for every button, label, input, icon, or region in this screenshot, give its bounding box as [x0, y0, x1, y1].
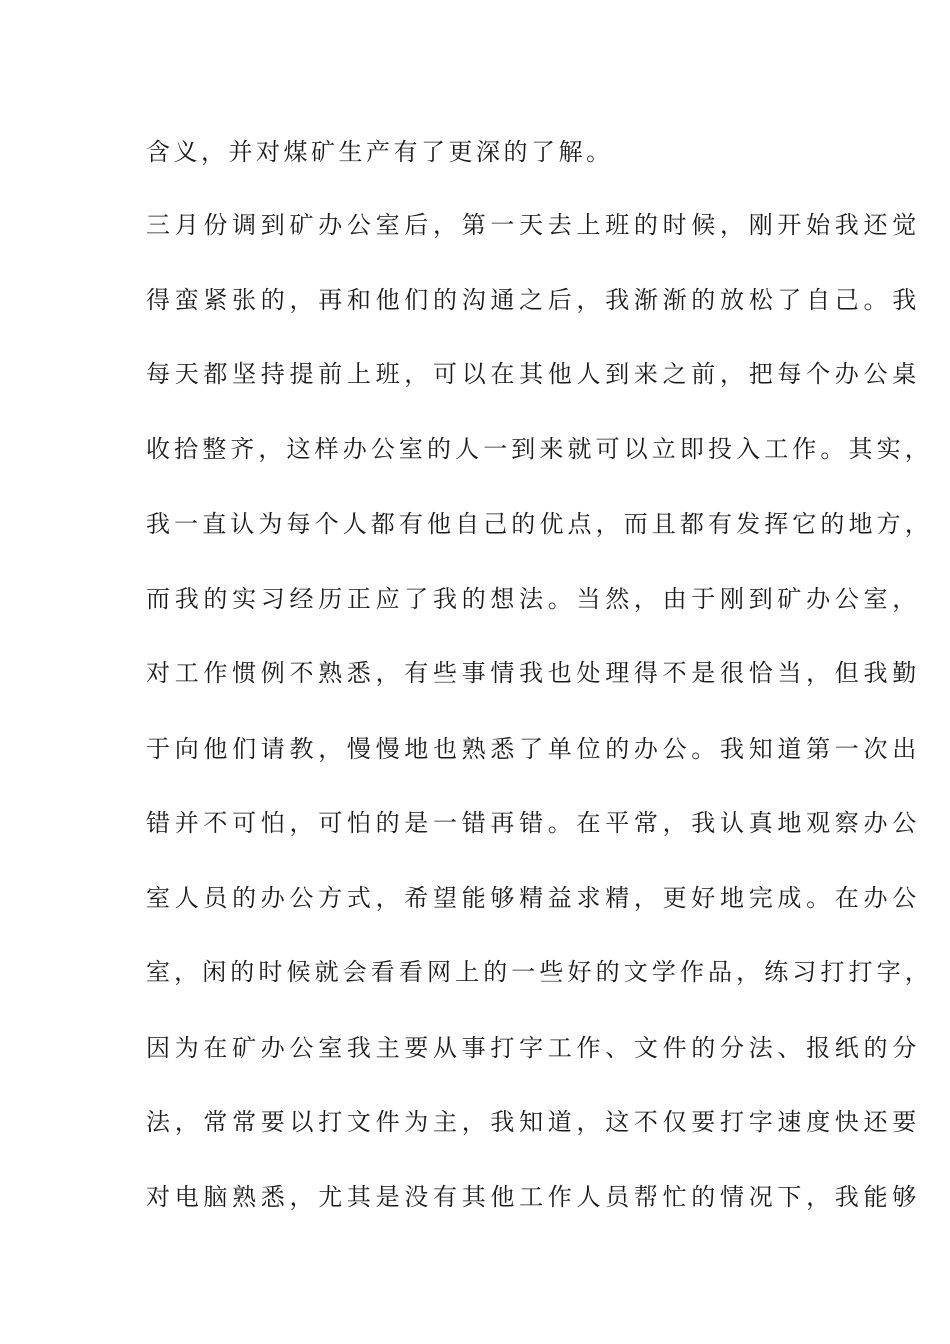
text-line: 因为在矿办公室我主要从事打字工作、文件的分法、报纸的分	[146, 1034, 921, 1062]
text-line: 错并不可怕，可怕的是一错再错。在平常，我认真地观察办公	[146, 809, 921, 837]
text-line: 每天都坚持提前上班，可以在其他人到来之前，把每个办公桌	[146, 360, 921, 388]
text-line: 我一直认为每个人都有他自己的优点，而且都有发挥它的地方，	[146, 510, 933, 538]
text-line: 法，常常要以打文件为主，我知道，这不仅要打字速度快还要	[146, 1108, 921, 1136]
text-line: 含义，并对煤矿生产有了更深的了解。	[146, 138, 614, 166]
text-line: 得蛮紧张的，再和他们的沟通之后，我渐渐的放松了自己。我	[146, 286, 921, 314]
text-line: 对电脑熟悉，尤其是没有其他工作人员帮忙的情况下，我能够	[146, 1183, 921, 1211]
text-line: 对工作惯例不熟悉，有些事情我也处理得不是很恰当，但我勤	[146, 659, 921, 687]
text-line: 三月份调到矿办公室后，第一天去上班的时候，刚开始我还觉	[146, 211, 921, 239]
text-line: 收拾整齐，这样办公室的人一到来就可以立即投入工作。其实，	[146, 435, 933, 463]
text-line: 于向他们请教，慢慢地也熟悉了单位的办公。我知道第一次出	[146, 735, 921, 763]
text-line: 而我的实习经历正应了我的想法。当然，由于刚到矿办公室，	[146, 585, 921, 613]
text-line: 室人员的办公方式，希望能够精益求精，更好地完成。在办公	[146, 884, 921, 912]
text-line: 室，闲的时候就会看看网上的一些好的文学作品，练习打打字，	[146, 958, 933, 986]
